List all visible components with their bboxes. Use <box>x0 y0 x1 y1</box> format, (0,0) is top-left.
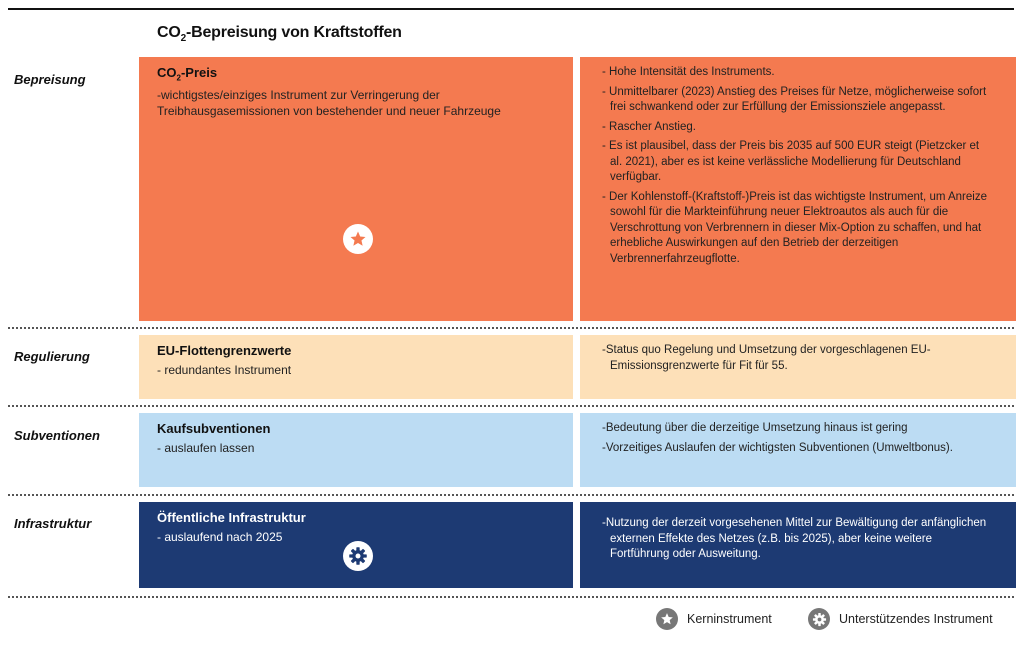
instrument-description: - auslaufen lassen <box>157 441 255 455</box>
instrument-heading: Kaufsubventionen <box>157 421 271 436</box>
row-separator <box>8 327 1014 329</box>
instrument-description: - auslaufend nach 2025 <box>157 530 283 544</box>
instrument-heading: EU-Flottengrenzwerte <box>157 343 292 358</box>
row-label-bepreisung: Bepreisung <box>14 72 86 87</box>
instrument-cell-purchase-subsidies <box>139 413 573 487</box>
assessment-point: - Unmittelbarer (2023) Anstieg des Preises für Netze, möglicherweise sofort frei schwankend oder zur Erfüllung der Emissionsziele angepasst. <box>602 85 987 113</box>
assessment-cell-fleet-limits <box>580 335 1016 399</box>
instrument-cell-public-infrastructure <box>139 502 573 588</box>
assessment-point: - Rascher Anstieg. <box>602 120 696 133</box>
top-rule <box>8 8 1014 10</box>
instrument-heading: $CO_2$-Preis <box>157 65 218 83</box>
instrument-heading: Öffentliche Infrastruktur <box>157 510 306 525</box>
gear-icon <box>808 608 830 630</box>
page-title: $CO_2$-Bepreisung von Kraftstoffen <box>157 24 402 45</box>
assessment-cell-co2-price <box>580 57 1016 321</box>
instrument-description: - redundantes Instrument <box>157 363 292 377</box>
row-separator <box>8 494 1014 496</box>
row-separator <box>8 596 1014 598</box>
instrument-cell-co2-price <box>139 57 573 321</box>
assessment-point: - Es ist plausibel, dass der Preis bis 2035 auf 500 EUR steigt (Pietzcker et al. 2021), aber es ist keine verlässliche Modellierung für Deutschland verfügbar. <box>602 140 980 183</box>
row-label-infrastruktur: Infrastruktur <box>14 516 92 531</box>
legend-core <box>656 607 772 631</box>
row-label-regulierung: Regulierung <box>14 349 90 364</box>
legend-support <box>808 607 993 631</box>
assessment-cell-public-infrastructure <box>580 502 1016 588</box>
row-separator <box>8 405 1014 407</box>
assessment-point: - Hohe Intensität des Instruments. <box>602 66 775 78</box>
assessment-point: -Vorzeitiges Auslaufen der wichtigsten Subventionen (Umweltbonus). <box>602 441 953 454</box>
gear-icon <box>343 541 373 571</box>
assessment-cell-purchase-subsidies <box>580 413 1016 487</box>
assessment-point: -Status quo Regelung und Umsetzung der vorgeschlagenen EU-Emissionsgrenzwerte für Fit für 55. <box>602 344 931 372</box>
assessment-point: -Bedeutung über die derzeitige Umsetzung hinaus ist gering <box>602 422 908 434</box>
assessment-point: -Nutzung der derzeit vorgesehenen Mittel zur Bewältigung der anfänglichen externen Effekte des Netzes (z.B. bis 2025), aber keine weitere Fortführung oder Ausweitung. <box>602 517 987 560</box>
instrument-description: -wichtigstes/einziges Instrument zur Verringerung der Treibhausgasemissionen von bestehender und neuer Fahrzeuge <box>157 87 501 118</box>
star-icon <box>656 608 678 630</box>
star-icon <box>343 224 373 254</box>
legend-support-label: Unterstützendes Instrument <box>839 612 993 626</box>
assessment-point: - Der Kohlenstoff-(Kraftstoff-)Preis ist das wichtigste Instrument, um Anreize sowohl für die Markteinführung neuer Elektroautos als auch für die Verschrottung von Verbrennern in dieser Mix-Option zu schaffen, und hat erhebliche Auswirkungen auf den Betrieb der derzeitigen Verbrennerfahrzeugflotte. <box>602 190 987 265</box>
row-label-subventionen: Subventionen <box>14 428 100 443</box>
legend-core-label: Kerninstrument <box>687 612 772 626</box>
instrument-cell-fleet-limits <box>139 335 573 399</box>
